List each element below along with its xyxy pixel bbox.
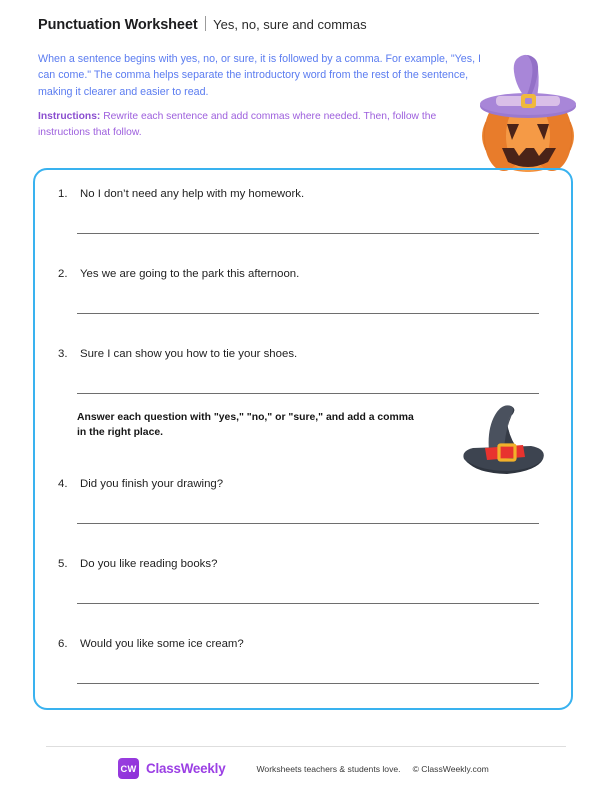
intro-paragraph: When a sentence begins with yes, no, or sure, it is followed by a comma. For example, "Yes, I can come." The comma helps separate the introductory word from the rest of the sentence, making it clearer and easier to read. <box>38 53 481 98</box>
question-text: Do you like reading books? <box>80 558 218 570</box>
instructions-block <box>38 109 458 140</box>
witch-hat-icon <box>459 401 549 483</box>
answer-line[interactable] <box>77 313 539 314</box>
instructions-label: Instructions: <box>38 111 101 122</box>
footer-copyright: © ClassWeekly.com <box>412 763 489 774</box>
classweekly-logo-badge: CW <box>118 758 139 779</box>
page-title <box>38 14 538 33</box>
jack-o-lantern-witch-hat-icon <box>474 52 582 176</box>
question-text: Did you finish your drawing? <box>80 478 224 490</box>
page-title-subtitle: Yes, no, sure and commas <box>213 17 367 32</box>
question-number: 3. <box>58 348 68 360</box>
question-text: No I don’t need any help with my homework. <box>80 188 305 200</box>
answer-line[interactable] <box>77 233 539 234</box>
page-footer <box>118 758 489 779</box>
page-header <box>38 14 538 33</box>
question-number: 6. <box>58 638 68 650</box>
question-number: 4. <box>58 478 68 490</box>
answer-line[interactable] <box>77 393 539 394</box>
question-number: 5. <box>58 558 68 570</box>
question-number: 2. <box>58 268 68 280</box>
answer-line[interactable] <box>77 683 539 684</box>
page-title-main: Punctuation Worksheet <box>38 17 198 33</box>
title-separator-icon <box>205 16 207 31</box>
question-text: Yes we are going to the park this afternoon. <box>80 268 300 280</box>
footer-divider <box>46 746 566 747</box>
question-text: Would you like some ice cream? <box>80 638 244 650</box>
question-number: 1. <box>58 188 68 200</box>
mid-section-instruction: Answer each question with "yes," "no," or "sure," and add a comma in the right place. <box>77 412 414 439</box>
instructions-text: Rewrite each sentence and add commas where needed. Then, follow the instructions that follow. <box>38 111 437 138</box>
answer-line[interactable] <box>77 523 539 524</box>
question-text: Sure I can show you how to tie your shoes. <box>80 348 298 360</box>
footer-tagline: Worksheets teachers & students love. <box>256 763 401 774</box>
classweekly-logo-text: ClassWeekly <box>146 761 226 776</box>
answer-line[interactable] <box>77 603 539 604</box>
